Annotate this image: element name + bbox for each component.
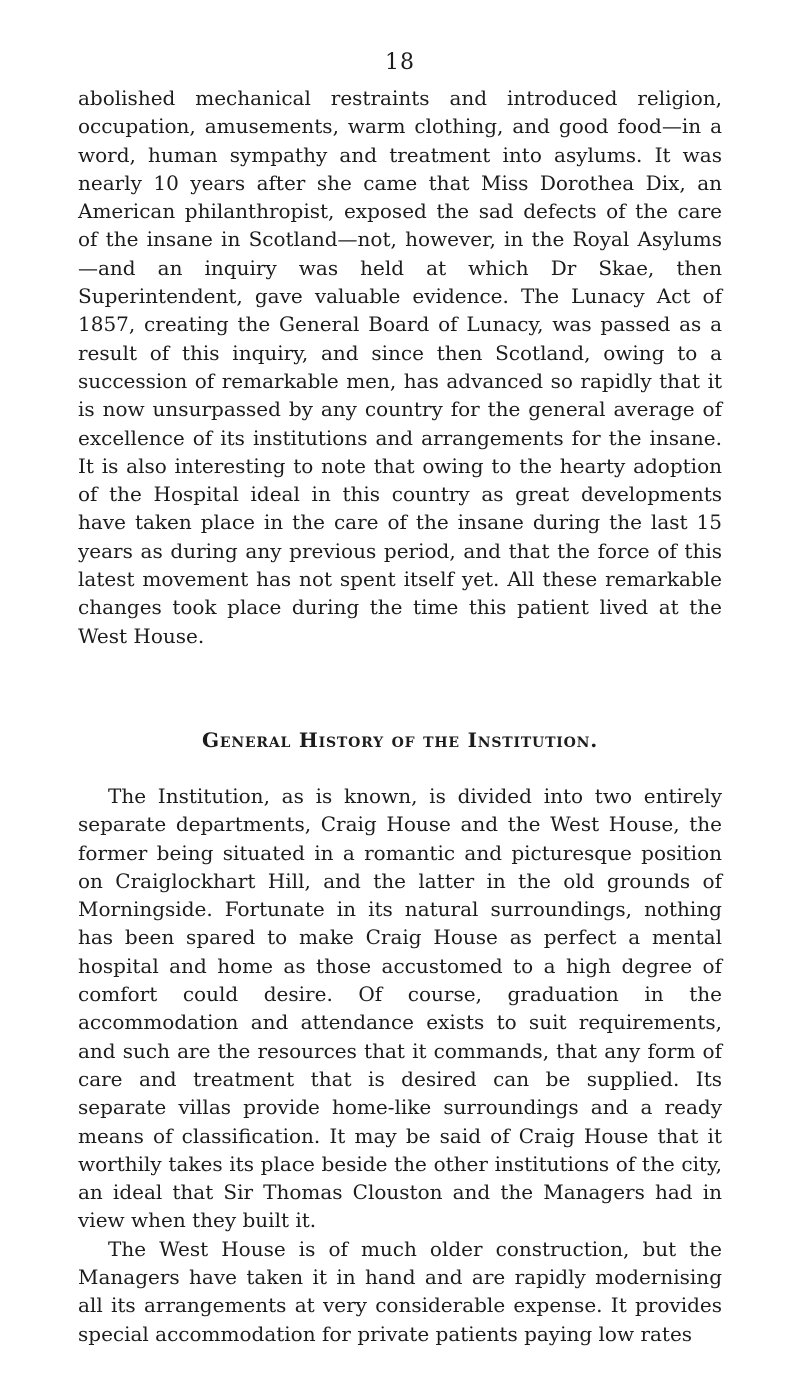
body-paragraph-1: abolished mechanical restraints and introduced religion, occupation, amusements, warm clothing, and good food—in a word, human sympathy and treatment into asylums. It was nearly 10 years after she came that Miss Dorothea Dix, an American philanthropist, exposed the sad defects of the care of the insane in Scotland—not, however, in the Royal Asylums—and an inquiry was held at which Dr Skae, then Superintendent, gave valuable evidence. The Lunacy Act of 1857, creating the General Board of Lunacy, was passed as a result of this inquiry, and since then Scotland, owing to a succession of remarkable men, has advanced so rapidly that it is now unsurpassed by any country for the general average of excellence of its institutions and arrangements for the insane. It is also interesting to note that owing to the hearty adoption of the Hospital ideal in this country as great developments have taken place in the care of the insane during the last 15 years as during any previous period, and that the force of this latest movement has not spent itself yet. All these remarkable changes took place during the time this patient lived at the West House.: [78, 86, 722, 648]
page-number: 18: [385, 50, 415, 75]
body-paragraph-2: The Institution, as is known, is divided into two entirely separate departments, Craig House and the West House, the former being situated in a romantic and picturesque position on Craiglockhart Hill, and the latter in the old grounds of Morningside. Fortunate in its natural surroundings, nothing has been spared to make Craig House as perfect a mental hospital and home as those accustomed to a high degree of comfort could desire. Of course, graduation in the accommodation and attendance exists to suit requirements, and such are the resources that it commands, that any form of care and treatment that is desired can be supplied. Its separate villas provide home-like surroundings and a ready means of classification. It may be said of Craig House that it worthily takes its place beside the other institutions of the city, an ideal that Sir Thomas Clouston and the Managers had in view when they built it.: [78, 784, 722, 1233]
section-heading: General History of the Institution.: [201, 728, 598, 752]
body-section: [78, 782, 722, 1348]
body-paragraph-3: The West House is of much older construction, but the Managers have taken it in hand and are rapidly modernising all its arrangements at very considerable expense. It provides special accommodation for private patients paying low rates: [78, 1236, 722, 1346]
